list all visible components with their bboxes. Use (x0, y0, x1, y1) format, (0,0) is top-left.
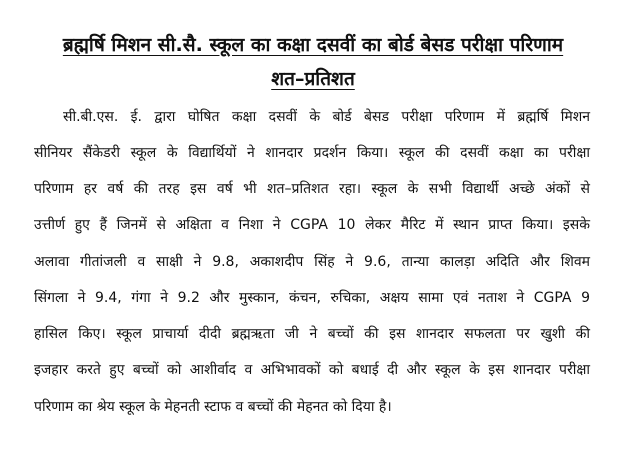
paragraph-line: अलावा गीतांजली व साक्षी ने 9.8, अकाशदीप सिंह ने 9.6, तान्या कालड़ा अदिति और शिवम (34, 254, 590, 270)
paragraph-line: सिंगला ने 9.4, गंगा ने 9.2 और मुस्कान, कंचन, रुचिका, अक्षय सामा एवं नताश ने CGPA 9 (34, 290, 590, 306)
document-title: ब्रह्मर्षि मिशन सी.सै. स्कूल का कक्षा दसवीं का बोर्ड बेसड परीक्षा परिणाम (62, 34, 564, 56)
paragraph-line: इजहार करते हुए बच्चों को आशीर्वाद व अभिभावकों को बधाई दी और स्कूल के इस शानदार परीक्षा (34, 362, 590, 378)
paragraph-line: परिणाम हर वर्ष की तरह इस वर्ष भी शत–प्रतिशत रहा। स्कूल के सभी विद्यार्थी अच्छे अंकों से (34, 181, 590, 197)
paragraph-line: सी.बी.एस. ई. द्वारा घोषित कक्षा दसवीं के बोर्ड बेसड परीक्षा परिणाम में ब्रह्मर्षि मिशन (63, 109, 590, 125)
paragraph-line: सीनियर सैंकेडरी स्कूल के विद्यार्थियों ने शानदार प्रदर्शन किया। स्कूल की दसवीं कक्षा का परीक्षा (34, 145, 590, 161)
document-subtitle: शत–प्रतिशत (271, 68, 355, 90)
paragraph-line: उत्तीर्ण हुए हैं जिनमें से अक्षिता व निशा ने CGPA 10 लेकर मैरिट में स्थान प्राप्त किया। इसके (34, 217, 590, 233)
paragraph-line: परिणाम का श्रेय स्कूल के मेहनती स्टाफ व बच्चों की मेहनत को दिया है। (34, 399, 392, 415)
paragraph-line: हासिल किए। स्कूल प्राचार्या दीदी ब्रह्मऋता जी ने बच्चों की इस शानदार सफलता पर खुशी की (34, 326, 590, 342)
